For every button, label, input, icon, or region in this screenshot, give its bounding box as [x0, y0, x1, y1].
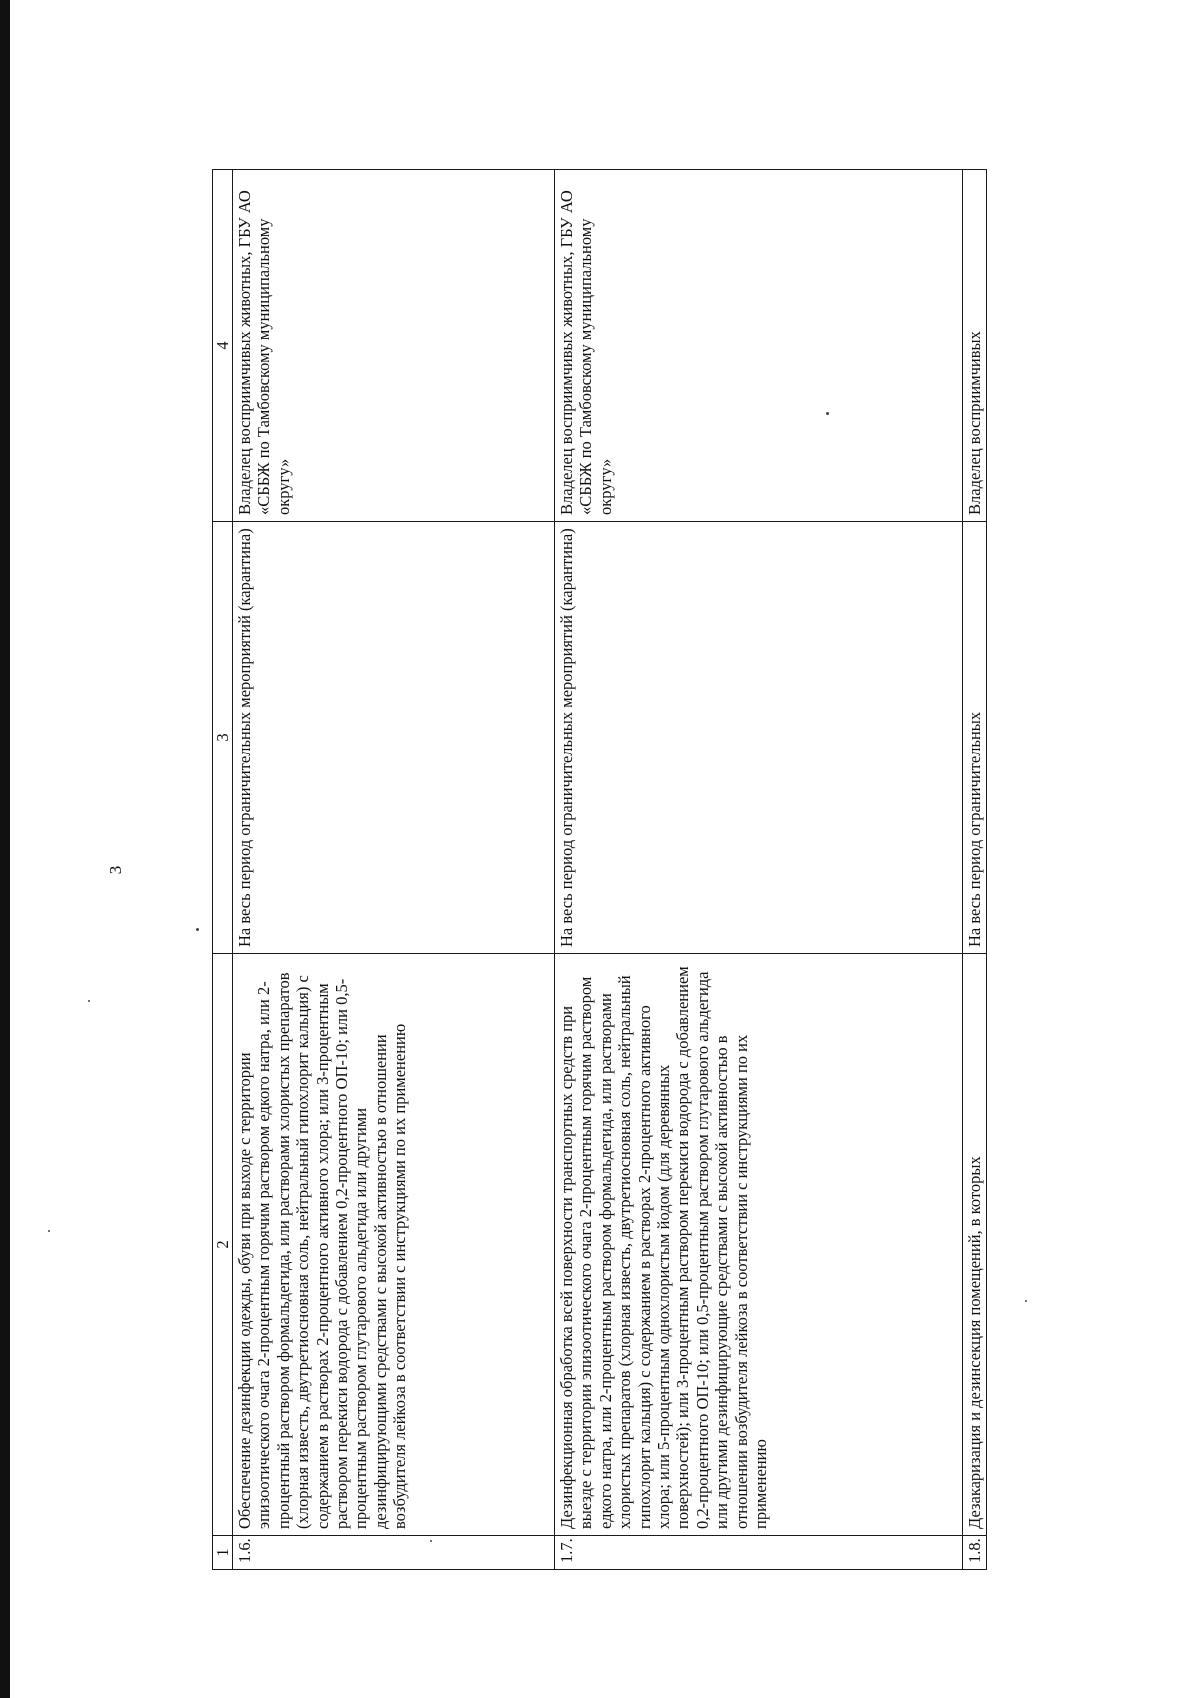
table-header-row: [213, 170, 233, 1570]
scan-speck: [48, 1230, 50, 1232]
page-number: 3: [106, 865, 125, 875]
row-responsible: [233, 170, 555, 522]
row-term-text: На весь период ограничительных: [965, 711, 984, 947]
rotated-table-container: [212, 170, 1052, 1570]
row-measure-text: Дезинфекционная обработка всей поверхности транспортных средств при выезде с территории эпизоотического очага 2-процентным горячим раствором едкого натра, или 2-процентным раствором формальдегида, или растворами хлористых препаратов (хлорная известь, двутретиосновная соль, нейтральный гипохлорит кальция) с содержанием в растворах 2-процентного активного хлора; или 5-процентным однохлористым йодом (для деревянных поверхностей); или 3-процентным раствором перекиси водорода с добавлением 0,2-процентного ОП-10; или 0,5-процентным раствором глутарового альдегида или другими дезинфицирующие средствами с высокой активностью в отношении возбудителя лейкоза в соответствии с инструкциями по их применению: [557, 966, 771, 1529]
row-measure-text: Обеспечение дезинфекции одежды, обуви при выходе с территории эпизоотического очага 2-процентным горячим раствором едкого натра, или 2-процентный раствором формальдегида, или растворами хлористых препаратов (хлорная известь, двутретиосновная соль, нейтральный гипохлорит кальция) с содержанием в растворах 2-процентного активного хлора; или 3-процентным раствором перекиси водорода с добавлением 0,2-процентного ОП-10; или 0,5-процентным раствором глутарового альдегида или другими дезинфицирующими средствами с высокой активностью в отношении возбудителя лейкоза в соответствии с инструкциями по их применению: [235, 972, 410, 1529]
row-number: 1.8.: [963, 1536, 987, 1570]
row-measure-text: Дезакаризация и дезинсекция помещений, в которых: [965, 1156, 984, 1529]
row-term: [963, 522, 987, 954]
table-row: [963, 170, 987, 1570]
row-responsible-text: Владелец восприимчивых: [965, 331, 984, 515]
row-responsible-text: Владелец восприимчивых животных, ГБУ АО «СББЖ по Тамбовскому муниципальному округу»: [235, 190, 293, 515]
row-measure: [233, 954, 555, 1536]
row-term-text: На весь период ограничительных мероприятий (карантина): [235, 528, 254, 947]
row-term-text: На весь период ограничительных мероприятий (карантина): [557, 528, 576, 947]
scan-speck: [196, 928, 199, 931]
table-row: [233, 170, 555, 1570]
row-term: [233, 522, 555, 954]
table-row: [555, 170, 963, 1570]
row-responsible: [555, 170, 963, 522]
measures-table: [212, 169, 987, 1570]
scan-binding-edge: [0, 0, 10, 1698]
row-responsible: [963, 170, 987, 522]
column-header-4: 4: [213, 170, 233, 522]
scan-speck: [88, 1000, 90, 1002]
row-number: 1.6.: [233, 1536, 555, 1570]
column-header-3: 3: [213, 522, 233, 954]
row-measure: [963, 954, 987, 1536]
row-responsible-text: Владелец восприимчивых животных, ГБУ АО «СББЖ по Тамбовскому муниципальному округу»: [557, 190, 615, 515]
row-term: [555, 522, 963, 954]
row-measure: [555, 954, 963, 1536]
row-number: 1.7.: [555, 1536, 963, 1570]
column-header-1: 1: [213, 1536, 233, 1570]
column-header-2: 2: [213, 954, 233, 1536]
